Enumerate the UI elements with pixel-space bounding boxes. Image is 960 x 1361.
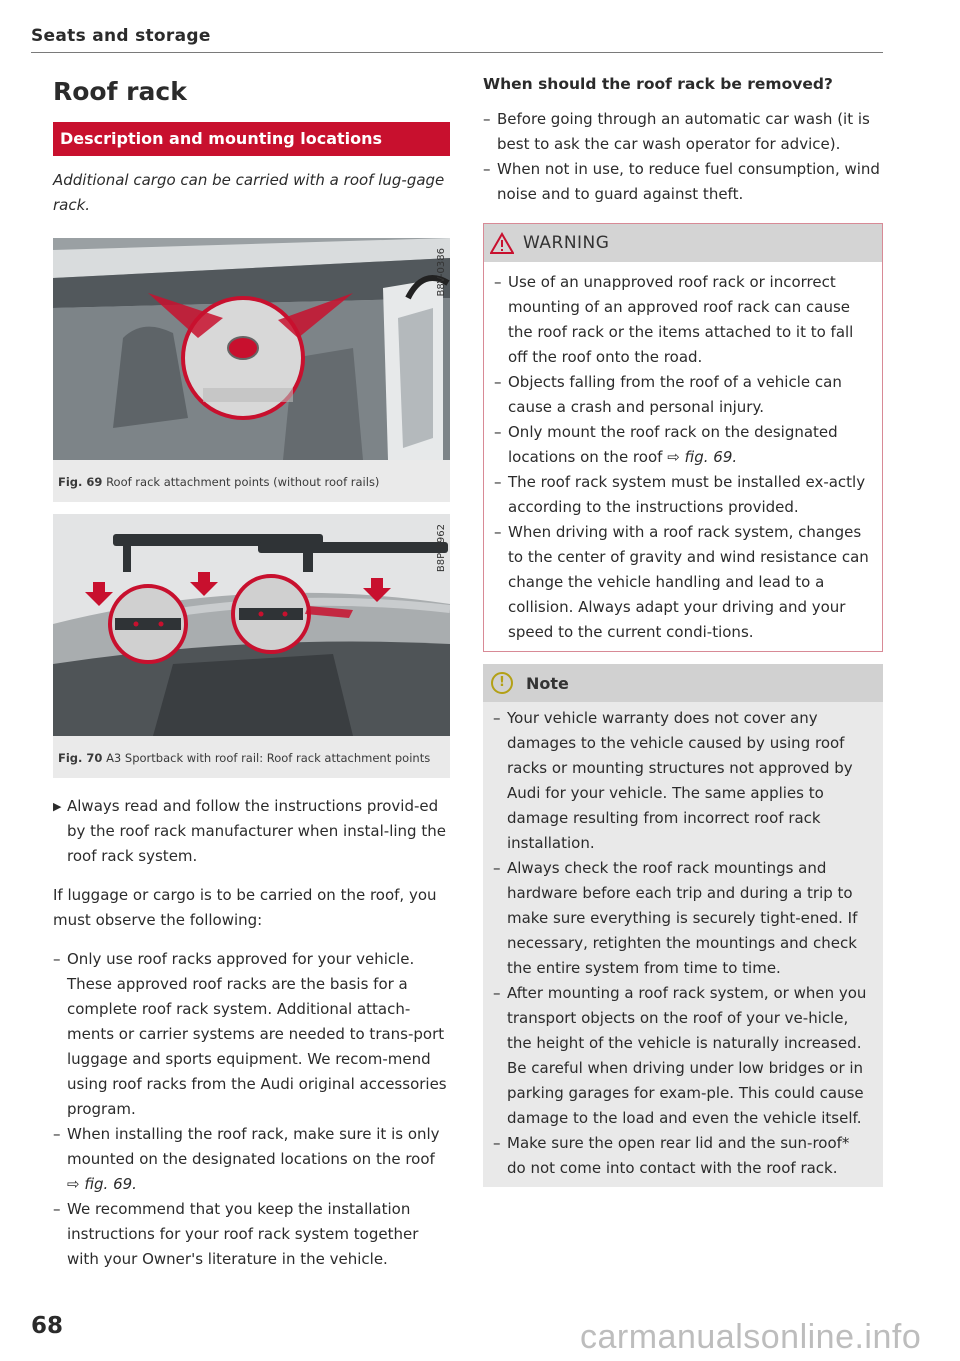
list-item: – When driving with a roof rack system, changes to the center of gravity and wind resistance can change the vehicle handling and lead to a collision. Always adapt your driving and your speed to the current condi-tions. [494,520,870,645]
list-item: – Your vehicle warranty does not cover any damages to the vehicle caused by using roof racks or mounting structures not approved by Audi for your vehicle. The same applies to damage resulting from incorrect roof rack installation. [493,706,871,856]
fig-reference-link[interactable]: ⇨ fig. 69. [67,1175,137,1193]
page-number: 68 [31,1313,64,1339]
action-step [53,794,450,869]
note-header [483,664,883,702]
list-item: – When not in use, to reduce fuel consumption, wind noise and to guard against theft. [483,157,883,207]
figure-code: B8V-0386 [436,248,447,297]
figure-label: Fig. 70 [58,751,103,765]
fig-reference-link[interactable]: ⇨ fig. 69. [667,448,738,466]
list-item: – Use of an unapproved roof rack or incorrect mounting of an approved roof rack can cause the roof rack or the items attached to it to fall off the roof onto the road. [494,270,870,370]
list-item: – Only mount the roof rack on the designated locations on the roof ⇨ fig. 69. [494,420,870,470]
observe-paragraph: If luggage or cargo is to be carried on the roof, you must observe the following: [53,886,437,929]
figure-label: Fig. 69 [58,475,103,489]
removal-heading: When should the roof rack be removed? [483,75,833,93]
list-item: – Before going through an automatic car wash (it is best to ask the car wash operator for advice). [483,107,883,157]
roof-rack-attachment-illustration [53,238,450,460]
figure-70 [53,514,450,778]
list-item: – The roof rack system must be installed ex-actly according to the instructions provided. [494,470,870,520]
roof-rail-attachment-illustration [53,514,450,736]
list-item: – Make sure the open rear lid and the sun-roof* do not come into contact with the roof rack. [493,1131,871,1181]
triangle-bullet-icon: ▶ [53,800,62,813]
figure-69-image [53,238,450,464]
list-item: – Objects falling from the roof of a vehicle can cause a crash and personal injury. [494,370,870,420]
subsection-heading: Description and mounting locations [53,122,450,156]
list-item: – We recommend that you keep the installation instructions for your roof rack system together with your Owner's literature in the vehicle. [53,1197,450,1272]
warning-box [483,223,883,652]
figure-69-caption [53,464,450,502]
section-header: Seats and storage [31,26,211,46]
list-item: – Always check the roof rack mountings and hardware before each trip and during a trip to make sure everything is securely tight-ened. If necessary, retighten the mountings and check the entire system from time to time. [493,856,871,981]
warning-body [484,262,882,651]
caption-text: Roof rack attachment points (without roof rails) [106,475,380,489]
header-divider [31,52,883,53]
warning-title: WARNING [523,233,610,253]
figure-70-caption [53,740,450,778]
observe-list [53,947,450,1272]
intro-text: Additional cargo can be carried with a roof lug-gage rack. [53,171,445,214]
list-item: – After mounting a roof rack system, or when you transport objects on the roof of your ve-hicle, the height of the vehicle is naturally increased. Be careful when driving under low bridges or in parking garages for exam-ple. This could cause damage to the load and even the vehicle itself. [493,981,871,1131]
note-title: Note [526,673,569,693]
action-text: Always read and follow the instructions provid-ed by the roof rack manufacturer when instal-ling the roof rack system. [67,797,446,865]
figure-code: B8P-1962 [436,524,447,573]
note-list [493,706,871,1181]
left-column [53,72,450,1272]
caption-text: A3 Sportback with roof rail: Roof rack attachment points [106,751,431,765]
right-column [483,72,883,1187]
figure-69 [53,238,450,502]
list-item: – When installing the roof rack, make sure it is only mounted on the designated locations on the roof ⇨ fig. 69. [53,1122,450,1197]
note-box [483,664,883,1187]
removal-list [483,107,883,207]
warning-header [484,224,882,262]
warning-triangle-icon [490,232,514,254]
page-title: Roof rack [53,77,187,106]
note-body [483,702,883,1187]
figure-70-image [53,514,450,740]
warning-list [494,270,870,645]
info-circle-icon: ! [491,672,513,694]
watermark: carmanualsonline.info [580,1318,922,1356]
list-item: – Only use roof racks approved for your vehicle. These approved roof racks are the basis for a complete roof rack system. Additional attach-ments or carrier systems are needed to trans-port luggage and sports equipment. We recom-mend using roof racks from the Audi original accessories program. [53,947,450,1122]
